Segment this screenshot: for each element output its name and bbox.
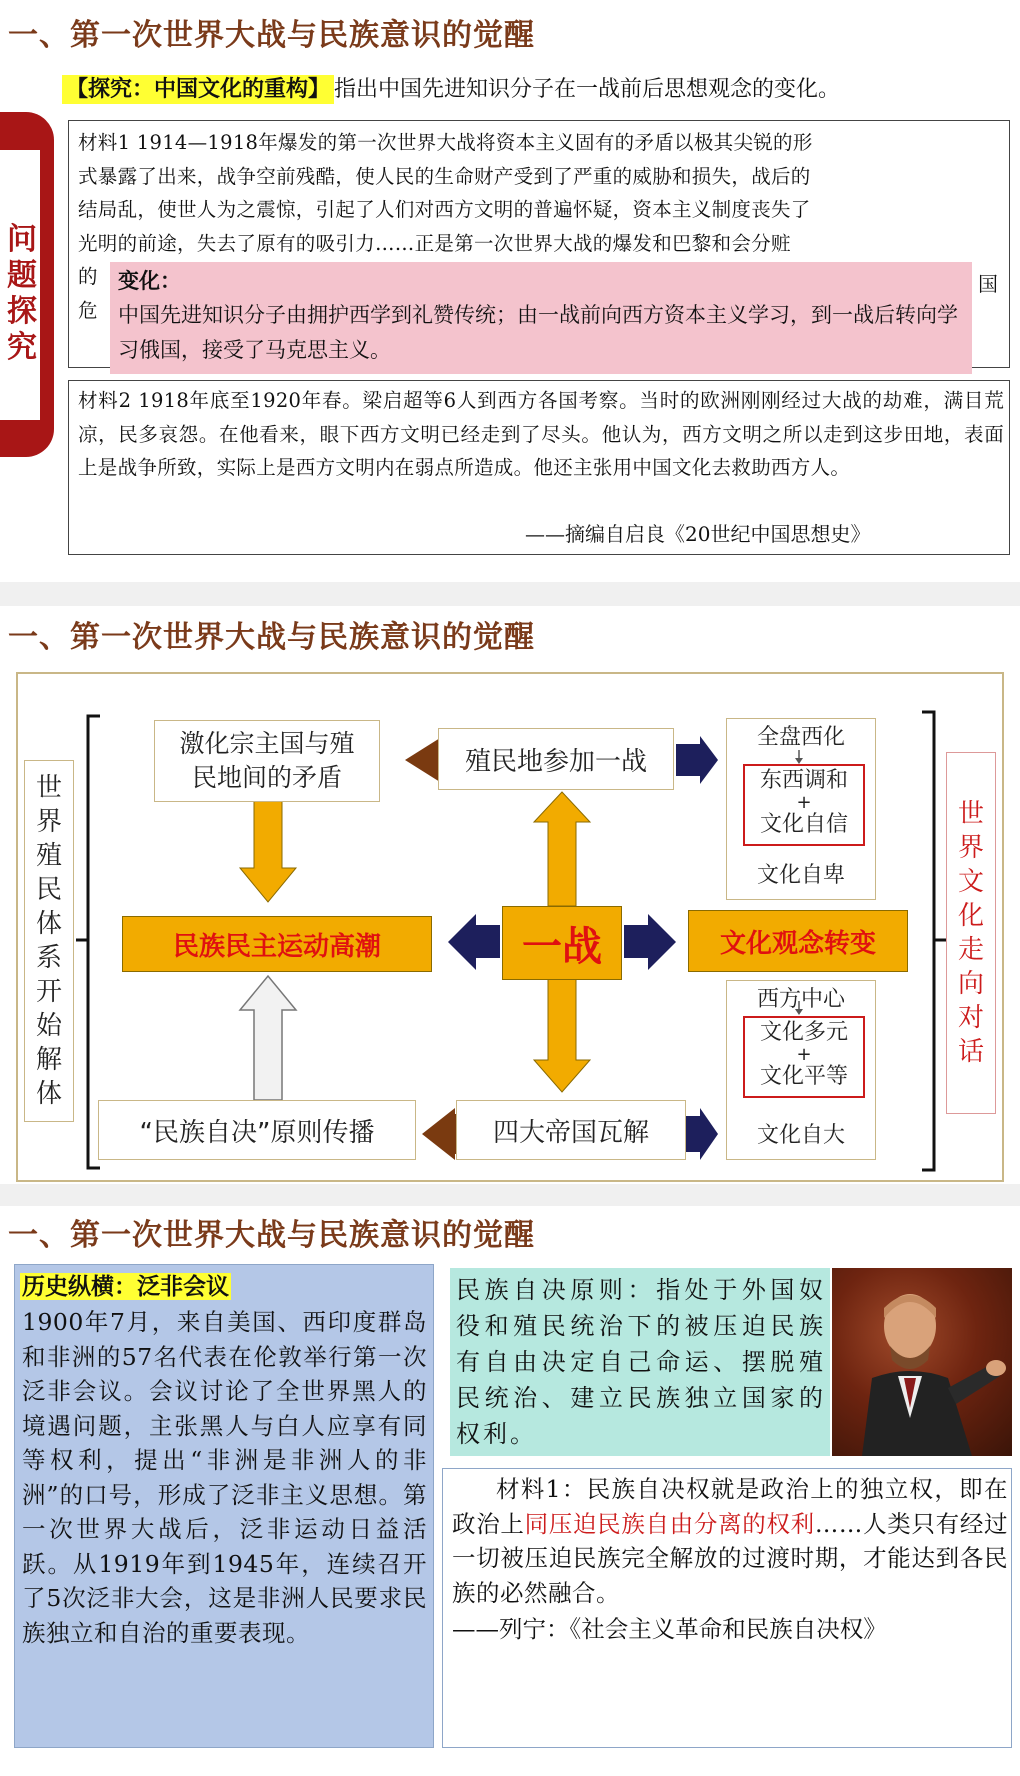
v-char: 向	[957, 969, 984, 999]
v-char: 体	[35, 1079, 62, 1109]
lenin-text-post: ……人类只有经过一切被压迫民族完全解放的过渡时期，才能达到各民族的必然融合。	[452, 1509, 1009, 1607]
lenin-text-red: 同压迫民族自由分离的权利	[524, 1509, 815, 1538]
m1-line: 光明的前途，失去了原有的吸引力……正是第一次世界大战的爆发和巴黎和会分赃	[78, 231, 791, 255]
bottom-group-d: 文化自大	[756, 1123, 845, 1148]
v-char: 走	[957, 935, 984, 965]
right-vertical-box	[946, 752, 996, 1114]
section-title-1: 一、第一次世界大战与民族意识的觉醒	[8, 18, 535, 53]
v-char: 界	[35, 807, 62, 837]
v-char: 系	[35, 943, 62, 973]
m1-line: 材料1 1914—1918年爆发的第一次世界大战将资本主义固有的矛盾以极其尖锐的形	[78, 131, 813, 154]
side-char: 探	[7, 294, 37, 329]
top-group-redbox	[743, 764, 865, 846]
inquiry-tag: 【探究：中国文化的重构】	[62, 75, 334, 104]
v-char: 开	[35, 977, 62, 1007]
v-char: 化	[957, 901, 984, 931]
section-gap-2	[0, 1184, 1020, 1206]
lenin-text-pre: 材料1：民族自决权就是政治上的独立权，即在政治上	[452, 1475, 1008, 1538]
m1-hidden-tail: 国	[978, 272, 998, 296]
inquiry-text: 指出中国先进知识分子在一战前后思想观念的变化。	[334, 77, 841, 102]
v-char: 解	[35, 1045, 62, 1075]
lenin-text	[452, 1472, 1008, 1610]
m1-line: 的	[78, 265, 98, 288]
side-char: 问	[7, 222, 37, 257]
pan-african-title-text: 历史纵横：泛非会议	[22, 1273, 229, 1300]
top-group-b: 东西调和	[759, 768, 848, 793]
left-vertical-box	[24, 760, 74, 1122]
lenin-portrait	[832, 1268, 1012, 1456]
top-group-plus: +	[796, 792, 812, 813]
national-tide-box: 民族民主运动高潮	[122, 916, 432, 972]
v-char: 殖	[35, 841, 62, 871]
culture-change-box: 文化观念转变	[688, 910, 908, 972]
v-char: 话	[957, 1037, 984, 1067]
bottom-group-b: 文化多元	[759, 1020, 848, 1045]
bottom-group-c: 文化平等	[759, 1064, 848, 1089]
pan-african-title	[20, 1268, 231, 1301]
change-text: 中国先进知识分子由拥护西学到礼赞传统；由一战前向西方资本主义学习，到一战后转向学习俄国，接受了马克思主义。	[118, 303, 958, 362]
intensify-box: 激化宗主国与殖民地间的矛盾	[154, 720, 380, 802]
m1-line: 式暴露了出来，战争空前残酷，使人民的生命财产受到了严重的威胁和损失，战后的	[78, 164, 811, 188]
material-2-text: 材料2 1918年底至1920年春。梁启超等6人到西方各国考察。当时的欧洲刚刚经过大战的劫难，满目荒凉，民多哀怨。在他看来，眼下西方文明已经走到了尽头。他认为，西方文明之所以走到这步田地，表面上是战争所致，实际上是西方文明内在弱点所造成。他还主张用中国文化去救助西方人。	[78, 389, 1004, 479]
m1-line: 危	[78, 298, 98, 322]
colony-join-box: 殖民地参加一战	[438, 728, 674, 790]
v-char: 文	[957, 867, 984, 897]
material-2-source: ——摘编自启良《20世纪中国思想史》	[525, 522, 871, 546]
bottom-group-a: 西方中心	[756, 987, 845, 1012]
v-char: 体	[35, 909, 62, 939]
bottom-group-plus: +	[796, 1044, 812, 1065]
section-title-3: 一、第一次世界大战与民族意识的觉醒	[8, 1218, 535, 1253]
pan-african-text: 1900年7月，来自美国、西印度群岛和非洲的57名代表在伦敦举行第一次泛非会议。会议讨论了全世界黑人的境遇问题，主张黑人与白人应享有同等权利，提出“非洲是非洲人的非洲”的口号，形成了泛非主义思想。第一次世界大战后，泛非运动日益活跃。从1919年到1945年，连续召开了5次泛非大会，这是非洲人民要求民族独立和自治的重要表现。	[22, 1308, 427, 1647]
m1-line: 结局乱，使世人为之震惊，引起了人们对西方文明的普遍怀疑，资本主义制度丧失了	[78, 198, 811, 221]
v-char: 界	[957, 833, 984, 863]
v-char: 对	[957, 1003, 984, 1033]
v-char: 始	[35, 1011, 62, 1041]
center-wwi-box: 一战	[502, 906, 622, 980]
v-char: 世	[957, 799, 984, 829]
empires-collapse-box: 四大帝国瓦解	[456, 1100, 686, 1160]
v-char: 世	[35, 773, 62, 803]
section-title-2: 一、第一次世界大战与民族意识的觉醒	[8, 620, 535, 655]
change-label: 变化：	[118, 268, 181, 293]
v-char: 民	[35, 875, 62, 905]
self-det-text: 民族自决原则：指处于外国奴役和殖民统治下的被压迫民族有自由决定自己命运、摆脱殖民统治、建立民族独立国家的权利。	[456, 1276, 826, 1448]
bottom-group-redbox	[743, 1016, 865, 1098]
self-det-spread-box: “民族自决”原则传播	[98, 1100, 416, 1160]
top-group-a: 全盘西化	[756, 725, 845, 750]
top-group-d: 文化自卑	[756, 863, 845, 888]
lenin-source: ——列宁：《社会主义革命和民族自决权》	[452, 1615, 887, 1643]
side-char: 题	[7, 258, 37, 293]
top-group-c: 文化自信	[759, 812, 848, 837]
side-char: 究	[7, 330, 37, 365]
